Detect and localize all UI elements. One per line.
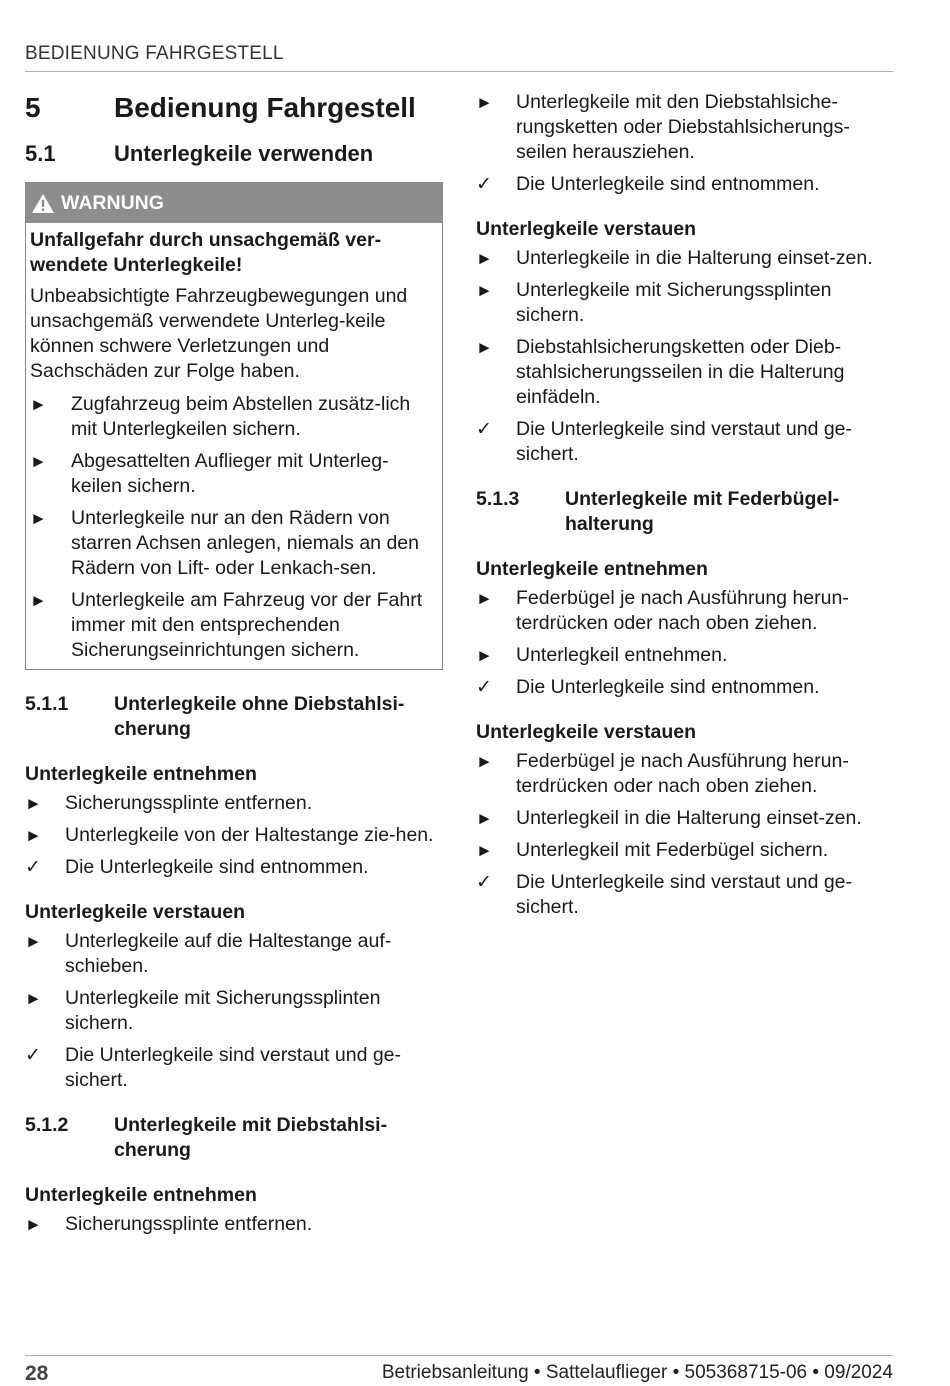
subsection-heading-513: 5.1.3 Unterlegkeile mit Federbügel-halterung [476,488,840,535]
stow-list [476,749,894,920]
step-arrow-icon: ► [30,452,47,471]
take-heading: Unterlegkeile entnehmen [476,558,708,580]
section-number: 5.1 [25,141,56,166]
chapter-number: 5 [25,92,41,123]
step-arrow-icon: ► [476,338,493,357]
check-icon: ✓ [25,1045,41,1066]
list-item: ✓ Die Unterlegkeile sind verstaut und ge-sichert. [25,1044,402,1091]
warning-triangle-icon [31,193,55,214]
step-arrow-icon: ► [30,509,47,528]
step-arrow-icon: ► [30,591,47,610]
list-item: ✓ Die Unterlegkeile sind entnommen. [476,173,820,195]
step-arrow-icon: ► [25,826,42,845]
warning-text: Unbeabsichtigte Fahrzeugbewegungen und unsachgemäß verwendete Unterleg-keile können schwere Verletzungen und Sachschäden zur Folge haben. [30,285,408,382]
step-arrow-icon: ► [476,589,493,608]
take-list [25,1212,443,1237]
list-item: ► Abgesattelten Auflieger mit Unterleg-keilen sichern. [30,450,389,497]
step-arrow-icon: ► [25,794,42,813]
running-header: BEDIENUNG FAHRGESTELL [25,43,284,64]
check-icon: ✓ [476,174,492,195]
step-arrow-icon: ► [30,395,47,414]
list-item: ✓ Die Unterlegkeile sind entnommen. [476,676,820,698]
step-arrow-icon: ► [25,989,42,1008]
take-heading: Unterlegkeile entnehmen [25,763,257,785]
list-item: ► Unterlegkeile von der Haltestange zie-hen. [25,824,434,846]
list-item: ✓ Die Unterlegkeile sind verstaut und ge-sichert. [476,418,853,465]
footer-document-info: Betriebsanleitung • Sattelauflieger • 505368715-06 • 09/2024 [381,1362,893,1383]
stow-list [25,929,443,1093]
list-item: ► Unterlegkeile auf die Haltestange auf-schieben. [25,930,392,977]
list-item: ► Unterlegkeile am Fahrzeug vor der Fahrt immer mit den entsprechenden Sicherungseinrichtungen sichern. [30,589,423,661]
chapter-title: Bedienung Fahrgestell [114,92,416,123]
warning-label: WARNUNG [61,191,164,214]
stow-heading: Unterlegkeile verstauen [476,721,697,743]
list-item: ► Unterlegkeile mit den Diebstahlsiche-rungsketten oder Diebstahlsicherungs-seilen herausziehen. [476,91,850,163]
list-item: ► Zugfahrzeug beim Abstellen zusätz-lich mit Unterlegkeilen sichern. [30,393,411,440]
footer-rule [25,1355,893,1356]
section-heading [25,140,443,168]
stow-heading: Unterlegkeile verstauen [25,901,246,923]
warning-header [26,183,442,223]
warning-list [30,392,430,663]
list-item: ✓ Die Unterlegkeile sind verstaut und ge-sichert. [476,871,853,918]
check-icon: ✓ [476,419,492,440]
take-list-continued [476,90,894,197]
stow-heading: Unterlegkeile verstauen [476,218,697,240]
list-item: ► Unterlegkeile nur an den Rädern von starren Achsen anlegen, niemals an den Rädern von Lift- oder Lenkach-sen. [30,507,419,579]
page-number: 28 [25,1362,49,1385]
warning-body [26,223,442,669]
list-item: ► Unterlegkeil mit Federbügel sichern. [476,839,829,861]
step-arrow-icon: ► [476,281,493,300]
list-item: ► Unterlegkeile mit Sicherungssplinten sichern. [25,987,381,1034]
list-item: ► Sicherungssplinte entfernen. [25,1213,313,1235]
chapter-heading [25,90,443,126]
step-arrow-icon: ► [476,93,493,112]
check-icon: ✓ [476,677,492,698]
list-item: ► Unterlegkeil in die Halterung einset-zen. [476,807,862,829]
step-arrow-icon: ► [476,646,493,665]
list-item: ► Sicherungssplinte entfernen. [25,792,313,814]
header-rule [25,71,893,72]
stow-list [476,246,894,467]
warning-title: Unfallgefahr durch unsachgemäß ver-wendete Unterlegkeile! [30,229,382,276]
take-heading: Unterlegkeile entnehmen [25,1184,257,1206]
subsection-heading-511: 5.1.1 Unterlegkeile ohne Diebstahlsi-cherung [25,693,405,740]
check-icon: ✓ [476,872,492,893]
left-column [25,90,443,1257]
list-item: ► Federbügel je nach Ausführung herun-terdrücken oder nach oben ziehen. [476,750,849,797]
step-arrow-icon: ► [476,841,493,860]
list-item: ► Unterlegkeil entnehmen. [476,644,728,666]
list-item: ► Diebstahlsicherungsketten oder Dieb-stahlsicherungsseilen in die Halterung einfädeln. [476,336,845,408]
list-item: ✓ Die Unterlegkeile sind entnommen. [25,856,369,878]
warning-box [25,182,443,670]
section-title: Unterlegkeile verwenden [114,141,374,166]
list-item: ► Federbügel je nach Ausführung herun-terdrücken oder nach oben ziehen. [476,587,849,634]
list-item: ► Unterlegkeile mit Sicherungssplinten sichern. [476,279,832,326]
list-item: ► Unterlegkeile in die Halterung einset-zen. [476,247,873,269]
right-column [476,90,894,940]
step-arrow-icon: ► [476,752,493,771]
subsection-heading-512: 5.1.2 Unterlegkeile mit Diebstahlsi-cherung [25,1114,388,1161]
step-arrow-icon: ► [476,809,493,828]
step-arrow-icon: ► [25,1215,42,1234]
check-icon: ✓ [25,857,41,878]
take-list [25,791,443,880]
step-arrow-icon: ► [476,249,493,268]
take-list [476,586,894,700]
step-arrow-icon: ► [25,932,42,951]
